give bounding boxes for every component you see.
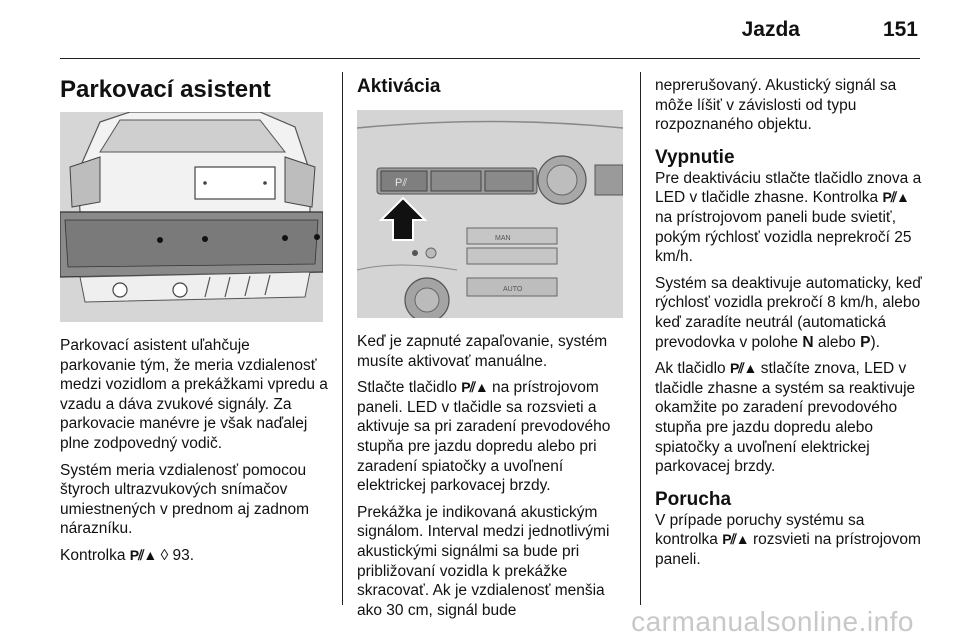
sensors-paragraph: Systém meria vzdialenosť pomocou štyroch ultrazvukových snímačov umiestnených v prednom aj zadnom nárazníku.: [60, 461, 309, 538]
car-rear-bumper-illustration: [60, 112, 323, 322]
deactivation-paragraph-2: Systém sa deaktivuje automaticky, keď rýchlosť vozidla prekročí 8 km/h, alebo keď zaradíte neutrál (automatická prevodovka v polohe N alebo P).: [655, 274, 922, 351]
deactivation-title: Vypnutie: [655, 146, 735, 168]
activation-paragraph-3: Prekážka je indikovaná akustickým signálom. Interval medzi jednotlivými akustickými signálmi sa bude pri približovaní vozidla k prekážke skracovať. Ak je vzdialenosť menšia ako 30 cm, signál bude: [357, 503, 610, 619]
column-3-text: [655, 76, 923, 576]
section-title: Parkovací asistent: [60, 76, 271, 103]
auto-label: AUTO: [503, 286, 523, 293]
park-assist-icon: P⫽▲: [882, 189, 909, 206]
column-1-text: [60, 336, 328, 573]
fault-paragraph: V prípade poruchy systému sa kontrolka P⫽▲ rozsvieti na prístrojovom paneli.: [655, 511, 921, 568]
column-divider-2: [640, 72, 641, 605]
continuation-paragraph: neprerušovaný. Akustický signál sa môže líšiť v závislosti od typu rozpoznaného objektu.: [655, 77, 897, 134]
deactivation-paragraph-3: Ak tlačidlo P⫽▲ stlačíte znova, LED v tlačidle zhasne a systém sa reaktivuje okamžite po zaradení prevodového stupňa pre jazdu dopredu alebo spiatočky a uvoľnení elektrickej parkovacej brzdy.: [655, 360, 916, 476]
dashboard-illustration-svg: [357, 110, 623, 318]
activation-title: Aktivácia: [357, 76, 441, 97]
park-assist-icon: P⫽▲: [722, 531, 749, 548]
button-label: P⫽: [395, 177, 408, 189]
park-assist-icon: P⫽▲: [129, 546, 157, 563]
man-label: MAN: [495, 235, 511, 242]
header-rule: [60, 58, 920, 59]
page-number: 151: [882, 18, 918, 41]
indicator-paragraph: Kontrolka P⫽▲ ◊ 93.: [60, 546, 195, 564]
activation-paragraph-2: Stlačte tlačidlo P⫽▲ na prístrojovom paneli. LED v tlačidle sa rozsvieti a aktivuje sa pri zaradení prevodového stupňa pre jazdu dopredu alebo pri zaradení spiatočky a uvoľnení elektrickej parkovacej brzdy.: [357, 379, 611, 495]
dashboard-button-illustration: [357, 110, 623, 318]
column-divider-1: [342, 72, 343, 605]
park-assist-icon: P⫽▲: [461, 379, 488, 396]
activation-paragraph-1: Keď je zapnuté zapaľovanie, systém musíte aktivovať manuálne.: [357, 333, 608, 370]
park-assist-icon: P⫽▲: [729, 360, 757, 377]
intro-paragraph: Parkovací asistent uľahčuje parkovanie tým, že meria vzdialenosť medzi vozidlom a prekážkami vpredu a vzadu a dáva zvukové signály. Za parkovacie manévre je však naďalej plne zodpovedný vodič.: [60, 337, 328, 452]
page-reference: ◊ 93.: [160, 546, 195, 564]
deactivation-paragraph-1: Pre deaktiváciu stlačte tlačidlo znova a LED v tlačidle zhasne. Kontrolka P⫽▲ na prístrojovom paneli bude svietiť, pokým rýchlosť vozidla neprekročí 25 km/h.: [655, 169, 922, 266]
watermark: carmanualsonline.info: [631, 606, 914, 637]
page-header: [60, 0, 920, 58]
fault-title: Porucha: [655, 488, 732, 510]
car-rear-illustration-svg: [60, 112, 323, 322]
header-title: Jazda: [741, 18, 800, 41]
column-2-text: [357, 332, 627, 627]
